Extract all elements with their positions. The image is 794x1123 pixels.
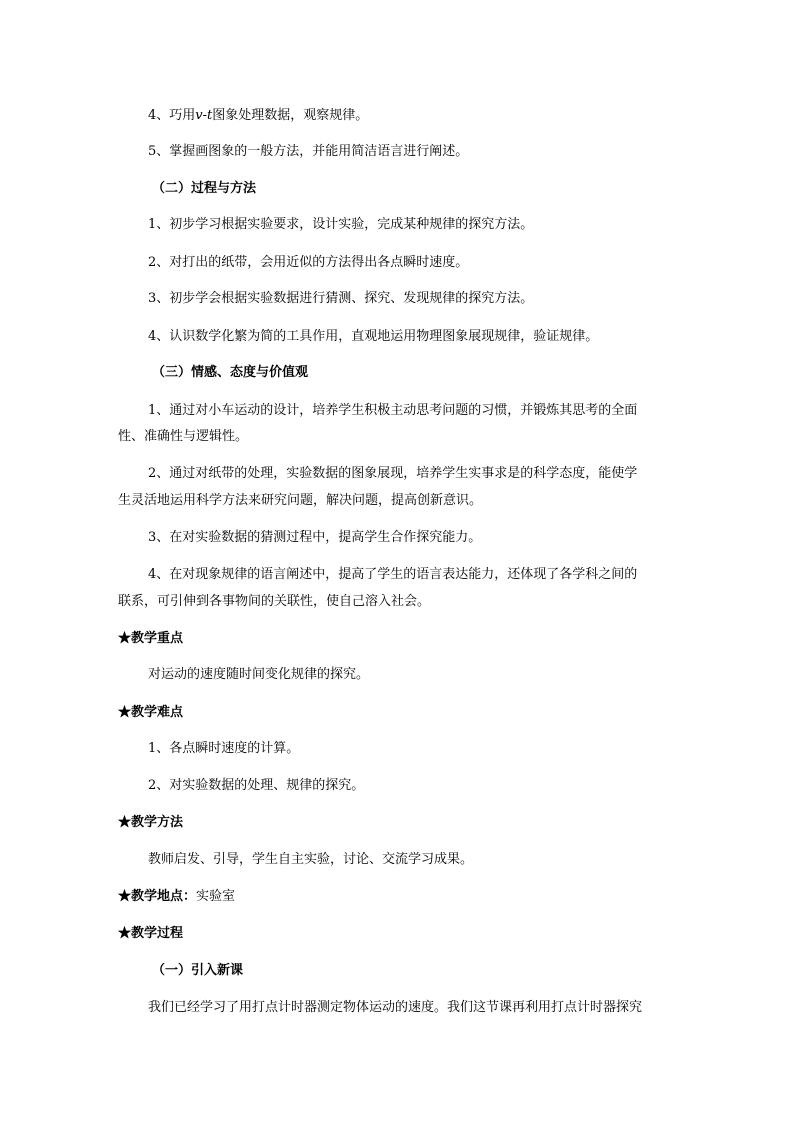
process-item-1: 1、初步学习根据实验要求，设计实验，完成某种规律的探究方法。 [148,217,534,232]
subheading-intro: （一）引入新课 [152,963,244,978]
teaching-location [118,888,235,906]
heading-key-points: ★教学重点 [118,631,184,646]
emotion-item-1-line-2: 性、准确性与逻辑性。 [118,429,249,444]
heading-process: ★教学过程 [118,926,184,941]
location-value: 实验室 [196,889,236,904]
process-item-2: 2、对打出的纸带，会用近似的方法得出各点瞬时速度。 [148,255,469,270]
emotion-item-2-line-2: 生灵活地运用科学方法来研究问题，解决问题，提高创新意识。 [118,493,483,508]
emotion-item-3: 3、在对实验数据的猜测过程中，提高学生合作探究能力。 [148,530,482,545]
difficulty-item-1: 1、各点瞬时速度的计算。 [148,741,300,756]
process-item-3: 3、初步学会根据实验数据进行猜测、探究、发现规律的探究方法。 [148,291,534,306]
heading-location: ★教学地点： [118,889,197,904]
emotion-item-1-line-1: 1、通过对小车运动的设计，培养学生积极主动思考问题的习惯，并锻炼其思考的全面 [148,403,638,418]
process-item-4: 4、认识数学化繁为简的工具作用，直观地运用物理图象展现规律，验证规律。 [148,329,599,344]
difficulty-item-2: 2、对实验数据的处理、规律的探究。 [148,778,365,793]
key-point-text: 对运动的速度随时间变化规律的探究。 [148,667,370,682]
intro-text: 我们已经学习了用打点计时器测定物体运动的速度。我们这节课再利用打点计时器探究 [148,1000,643,1015]
objective-item-4: 4、巧用v-t图象处理数据，观察规律。 [148,108,369,123]
vt-term: v-t [195,108,213,123]
emotion-item-4-line-1: 4、在对现象规律的语言阐述中，提高了学生的语言表达能力，还体现了各学科之间的 [148,567,638,582]
objective-item-5: 5、掌握画图象的一般方法，并能用简洁语言进行阐述。 [148,144,469,159]
emotion-item-2-line-1: 2、通过对纸带的处理，实验数据的图象展现，培养学生实事求是的科学态度，能使学 [148,466,638,481]
heading-difficulties: ★教学难点 [118,705,184,720]
heading-methods: ★教学方法 [118,815,184,830]
section-heading-emotion-values: （三）情感、态度与价值观 [152,365,309,380]
emotion-item-4-line-2: 联系，可引伸到各事物间的关联性，使自己溶入社会。 [118,594,431,609]
section-heading-process-method: （二）过程与方法 [152,181,257,196]
method-text: 教师启发、引导，学生自主实验，讨论、交流学习成果。 [148,852,474,867]
